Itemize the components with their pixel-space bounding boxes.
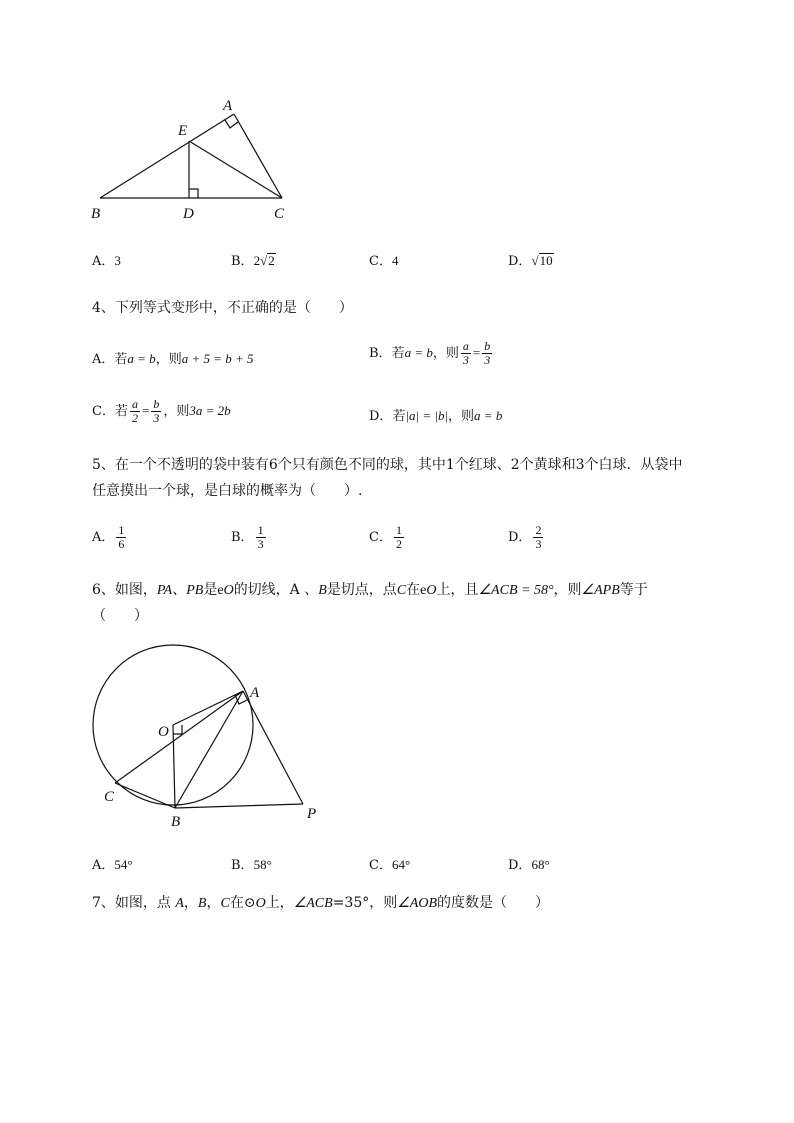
- label-c: C: [274, 206, 285, 222]
- circle-tangent-figure: [88, 640, 338, 835]
- label-p: P: [307, 806, 317, 822]
- q4-option-d[interactable]: D．若|a| = |b|，则a = b: [369, 408, 503, 424]
- q6-stem-line-1: 6、如图，PA、PB是eO的切线，A 、B是切点，点C在eO上，且∠ACB = 58°，则∠APB等于: [92, 582, 648, 598]
- q4-option-c[interactable]: C．若 $\frac{a}{2}$ = $\frac{b}{3}$ ，则3a = 2b: [92, 397, 231, 425]
- q7-stem: 7、如图，点 A，B，C在⊙O上，∠ACB=35°，则∠AOB的度数是（ ）: [92, 895, 549, 911]
- label-o: O: [158, 724, 169, 740]
- q5-option-b[interactable]: B． $\frac{1}{3}$: [231, 523, 264, 551]
- segment-ab: [175, 691, 243, 808]
- q6-option-b[interactable]: B．58°: [231, 857, 272, 873]
- q3-option-a[interactable]: A．3: [92, 253, 121, 269]
- q4-stem: 4、下列等式变形中，不正确的是（ ）: [92, 300, 353, 316]
- right-angle-mark-o: [173, 725, 182, 734]
- label-a: A: [250, 685, 260, 701]
- segment-ca: [115, 691, 243, 783]
- q6-option-c[interactable]: C．64°: [369, 857, 411, 873]
- right-angle-mark-a: [225, 120, 238, 128]
- label-a: A: [223, 98, 233, 114]
- q5-stem-line-1: 5、在一个不透明的袋中装有6个只有颜色不同的球，其中1个红球、2个黄球和3个白球．从袋中: [92, 457, 683, 473]
- triangle-figure: [88, 95, 298, 225]
- segment-ob: [173, 725, 175, 808]
- q5-option-a[interactable]: A． $\frac{1}{6}$: [92, 523, 125, 551]
- label-e: E: [178, 123, 188, 139]
- segment-ap: [243, 691, 303, 804]
- q4-option-a[interactable]: A．若a = b，则a + 5 = b + 5: [92, 351, 254, 367]
- q6-option-a[interactable]: A．54°: [92, 857, 133, 873]
- label-c: C: [104, 789, 115, 805]
- segment-ec: [189, 141, 282, 198]
- q6-option-d[interactable]: D．68°: [508, 857, 550, 873]
- q4-option-b[interactable]: B．若a = b，则 $\frac{a}{3}$ = $\frac{b}{3}$: [369, 339, 491, 367]
- segment-bp: [175, 804, 303, 808]
- q3-option-c[interactable]: C．4: [369, 253, 399, 269]
- right-angle-mark-d: [189, 189, 198, 198]
- q3-option-d[interactable]: D．√10: [508, 253, 553, 269]
- q5-option-d[interactable]: D． $\frac{2}{3}$: [508, 523, 542, 551]
- label-d: D: [183, 206, 194, 222]
- q5-stem-line-2: 任意摸出一个球，是白球的概率为（ ）.: [92, 483, 363, 499]
- q5-option-c[interactable]: C． $\frac{1}{2}$: [369, 523, 402, 551]
- segment-cb: [115, 783, 175, 808]
- segment-ac: [234, 114, 282, 198]
- label-b: B: [171, 814, 181, 830]
- q6-stem-line-2: （ ）: [92, 608, 148, 624]
- q3-option-b[interactable]: B．2√2: [231, 253, 275, 269]
- label-b: B: [91, 206, 101, 222]
